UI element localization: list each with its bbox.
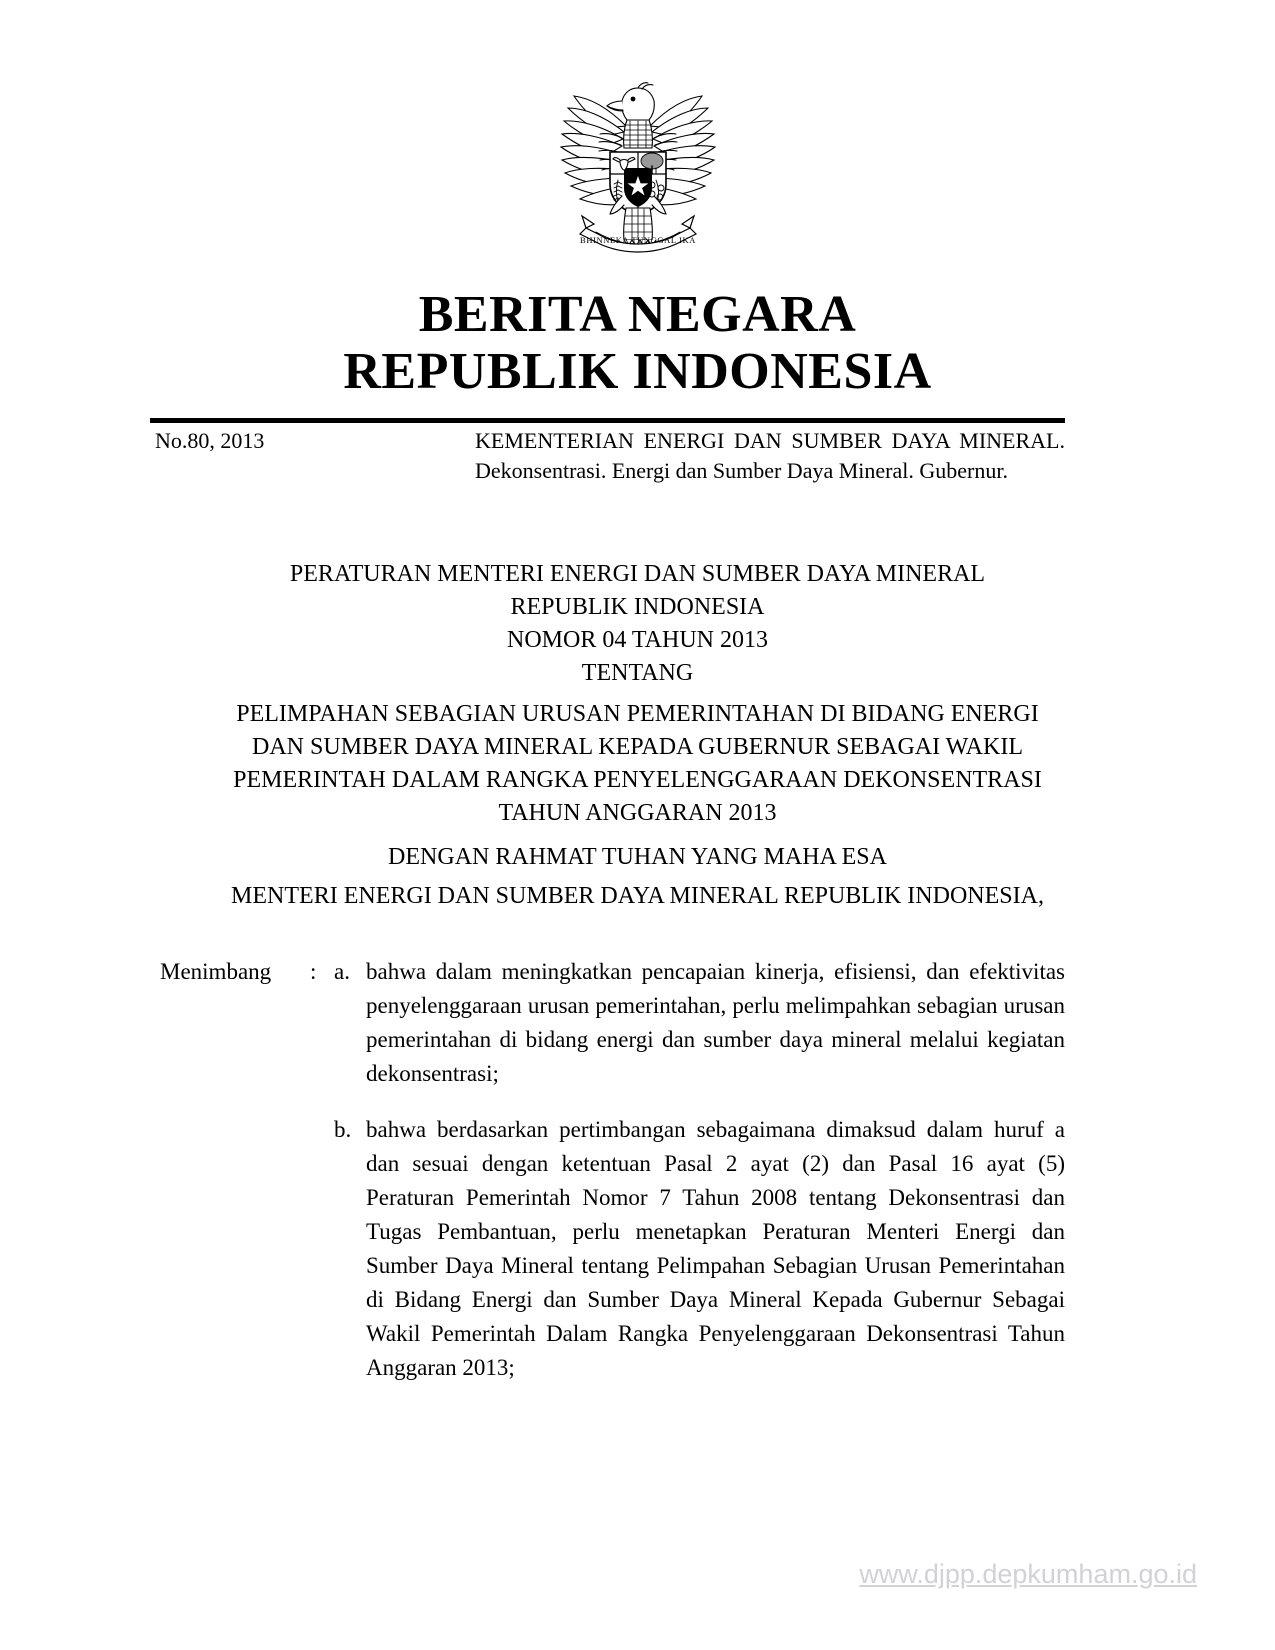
subject-line-1: PELIMPAHAN SEBAGIAN URUSAN PEMERINTAHAN DI BIDANG ENERGI <box>236 701 1039 727</box>
regulation-number: NOMOR 04 TAHUN 2013 <box>507 627 768 653</box>
considering-label: Menimbang <box>160 959 272 984</box>
masthead <box>0 286 1275 400</box>
masthead-line-1: BERITA NEGARA <box>418 286 857 343</box>
considering-item-a <box>160 955 1065 1091</box>
subject-line-4: TAHUN ANGGARAN 2013 <box>498 800 777 826</box>
considering-colon: : <box>310 959 317 984</box>
garuda-pancasila-icon <box>538 68 738 268</box>
masthead-line-2: REPUBLIK INDONESIA <box>343 343 932 400</box>
gazette-reference-row <box>155 426 1065 486</box>
considering-letter-a: a. <box>334 959 350 984</box>
emblem-container <box>0 68 1275 273</box>
gazette-number: No.80, 2013 <box>155 428 265 453</box>
invocation-line: DENGAN RAHMAT TUHAN YANG MAHA ESA <box>388 844 887 870</box>
masthead-divider <box>150 418 1065 423</box>
considering-letter-b: b. <box>334 1117 352 1142</box>
considering-text-a: bahwa dalam meningkatkan pencapaian kinerja, efisiensi, dan efektivitas penyelenggaraan urusan pemerintahan, perlu melimpahkan sebagian urusan pemerintahan di bidang energi dan sumber daya mineral melalui kegiatan dekonsentrasi; <box>366 959 1065 1086</box>
subject-line-2: DAN SUMBER DAYA MINERAL KEPADA GUBERNUR SEBAGAI WAKIL <box>252 734 1023 760</box>
authority-line: MENTERI ENERGI DAN SUMBER DAYA MINERAL REPUBLIK INDONESIA, <box>231 883 1044 909</box>
subject-line-3: PEMERINTAH DALAM RANGKA PENYELENGGARAAN DEKONSENTRASI <box>233 767 1042 793</box>
considering-text-b: bahwa berdasarkan pertimbangan sebagaimana dimaksud dalam huruf a dan sesuai dengan ketentuan Pasal 2 ayat (2) dan Pasal 16 ayat (5) Peraturan Pemerintah Nomor 7 Tahun 2008 tentang Dekonsentrasi dan Tugas Pembantuan, perlu menetapkan Peraturan Menteri Energi dan Sumber Daya Mineral tentang Pelimpahan Sebagian Urusan Pemerintahan di Bidang Energi dan Sumber Daya Mineral Kepada Gubernur Sebagai Wakil Pemerintah Dalam Rangka Penyelenggaraan Dekonsentrasi Tahun Anggaran 2013; <box>366 1117 1065 1380</box>
preamble-block <box>0 838 1275 916</box>
regulation-title-block <box>0 558 1275 830</box>
footer-watermark-url: www.djpp.depkumham.go.id <box>859 1559 1197 1589</box>
svg-text:BHINNEKA TUNGGAL IKA: BHINNEKA TUNGGAL IKA <box>579 235 696 245</box>
title-tentang: TENTANG <box>581 660 694 686</box>
considering-item-b <box>160 1113 1065 1385</box>
gazette-subject: KEMENTERIAN ENERGI DAN SUMBER DAYA MINERAL. Dekonsentrasi. Energi dan Sumber Daya Mineral. Gubernur. <box>475 428 1065 483</box>
title-line-1: PERATURAN MENTERI ENERGI DAN SUMBER DAYA MINERAL <box>289 561 986 587</box>
considering-section <box>160 955 1065 1407</box>
title-line-2: REPUBLIK INDONESIA <box>510 594 765 620</box>
